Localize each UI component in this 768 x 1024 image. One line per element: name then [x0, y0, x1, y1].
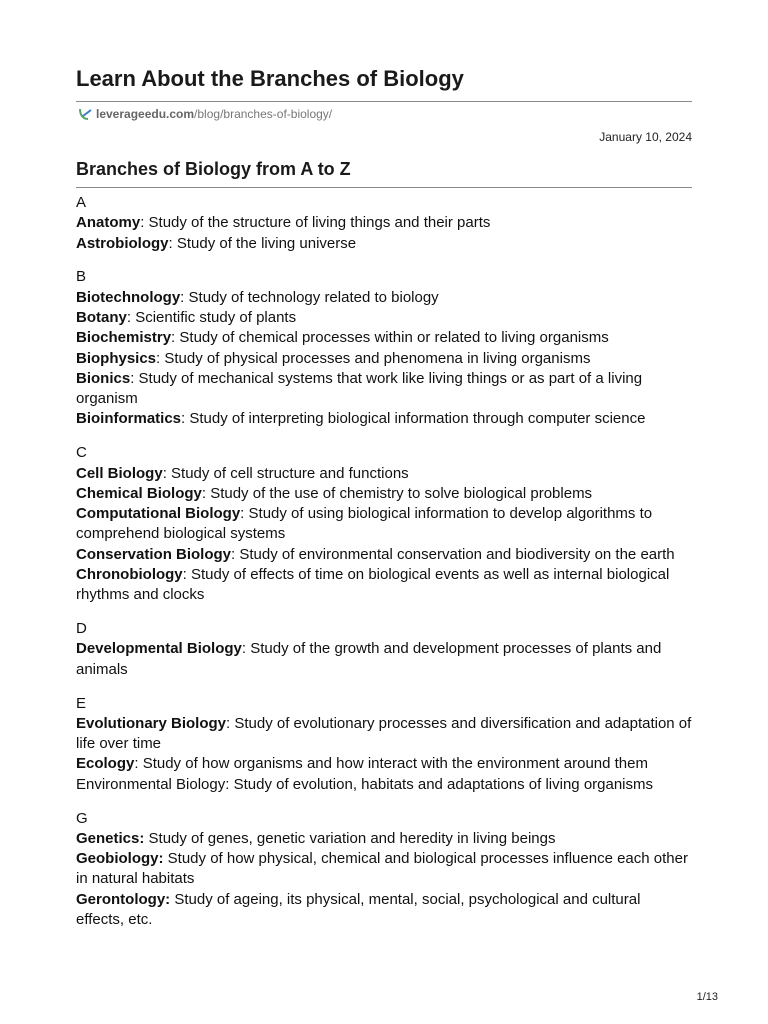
term-separator: :	[126, 308, 136, 326]
branch-term: Evolutionary Biology	[76, 714, 227, 732]
term-separator: :	[226, 714, 235, 732]
branch-entry	[76, 639, 692, 680]
term-separator: :	[180, 288, 189, 306]
letter-section	[76, 443, 692, 605]
section-letter: D	[76, 620, 87, 638]
branch-entry	[76, 484, 692, 504]
branch-entry	[76, 890, 692, 931]
branch-description: Study of using biological information to develop algorithms to comprehend biological systems	[76, 505, 653, 543]
branch-entry	[76, 464, 692, 484]
branch-description: Study of interpreting biological information through computer science	[189, 410, 646, 428]
leaf-link-icon	[78, 107, 92, 121]
publish-date: January 10, 2024	[599, 130, 692, 144]
section-letter: G	[76, 809, 88, 827]
branch-term: Bioinformatics	[76, 410, 182, 428]
term-separator: :	[134, 755, 143, 773]
url-domain[interactable]: leverageedu.com	[96, 107, 195, 121]
branch-description: Study of chemical processes within or related to living organisms	[179, 329, 609, 347]
branch-term: Bionics	[76, 369, 131, 387]
branch-entry	[76, 308, 692, 328]
term-separator: :	[162, 464, 172, 482]
branch-term: Biotechnology	[76, 288, 181, 306]
branch-term: Chemical Biology	[76, 484, 202, 502]
term-separator: :	[182, 566, 191, 584]
branch-term: Developmental Biology	[76, 640, 242, 658]
section-letter: A	[76, 194, 87, 211]
term-separator: :	[201, 484, 211, 502]
term-separator: :	[241, 640, 251, 658]
branch-description: Environmental Biology: Study of evolution, habitats and adaptations of living organisms	[76, 775, 654, 793]
branch-entry	[76, 213, 692, 233]
branch-term: Genetics:	[76, 829, 145, 847]
branch-description: Study of the living universe	[176, 234, 357, 252]
section-letter: B	[76, 268, 87, 286]
branch-description: Study of physical processes and phenomena in living organisms	[164, 349, 591, 367]
url-path[interactable]: /blog/branches-of-biology/	[194, 107, 333, 121]
branch-description: Study of evolutionary processes and diversification and adaptation of life over time	[76, 714, 692, 753]
letter-section	[76, 694, 692, 795]
term-separator: :	[171, 329, 180, 347]
branch-term: Ecology	[76, 755, 135, 773]
branch-description: Study of mechanical systems that work like living things or as part of a living organism	[76, 369, 643, 408]
branch-term: Conservation Biology	[76, 545, 232, 563]
branch-term: Cell Biology	[76, 464, 163, 482]
term-separator: :	[231, 545, 240, 563]
page-title: Learn About the Branches of Biology	[76, 66, 464, 91]
title-divider	[76, 101, 692, 102]
section-letter: C	[76, 444, 87, 462]
branch-description: Study of technology related to biology	[188, 288, 439, 306]
branch-entry	[76, 349, 692, 369]
branch-description: Study of the use of chemistry to solve biological problems	[210, 484, 593, 502]
term-separator: :	[240, 505, 249, 523]
page-number: 1/13	[696, 991, 718, 1003]
section-letter: E	[76, 694, 87, 712]
branch-term: Astrobiology	[76, 234, 169, 252]
letter-section	[76, 193, 692, 254]
source-url[interactable]	[78, 107, 332, 121]
term-separator: :	[168, 234, 177, 252]
branch-term: Biophysics	[76, 349, 157, 367]
branch-description: Study of how organisms and how interact with the environment around them	[142, 755, 648, 773]
branch-entry	[76, 504, 692, 545]
branch-description: Study of genes, genetic variation and heredity in living beings	[148, 829, 556, 847]
branch-term: Computational Biology	[76, 505, 241, 523]
branch-description: Study of ageing, its physical, mental, social, psychological and cultural effects, etc.	[76, 890, 641, 928]
branch-description: Study of effects of time on biological events as well as internal biological rhythms and clocks	[76, 566, 670, 604]
letter-section	[76, 809, 692, 931]
branch-entry	[76, 714, 692, 755]
branch-term: Anatomy	[76, 214, 141, 232]
letter-section	[76, 267, 692, 429]
branch-entry	[76, 369, 692, 410]
branch-entry	[76, 775, 692, 795]
branches-list	[76, 193, 692, 944]
branch-term: Geobiology:	[76, 850, 164, 868]
section-heading: Branches of Biology from A to Z	[76, 159, 351, 179]
branch-entry	[76, 288, 692, 308]
term-separator: :	[181, 410, 190, 428]
branch-entry	[76, 829, 692, 849]
term-separator: :	[156, 349, 165, 367]
branch-entry	[76, 754, 692, 774]
branch-description: Study of the growth and development processes of plants and animals	[76, 640, 662, 678]
branch-entry	[76, 565, 692, 606]
branch-term: Chronobiology	[76, 566, 183, 584]
branch-description: Scientific study of plants	[135, 308, 297, 326]
branch-term: Biochemistry	[76, 329, 172, 347]
branch-term: Botany	[76, 308, 127, 326]
branch-description: Study of the structure of living things and their parts	[148, 214, 491, 232]
branch-description: Study of cell structure and functions	[171, 464, 409, 482]
branch-entry	[76, 849, 692, 890]
branch-entry	[76, 409, 692, 429]
branch-entry	[76, 234, 692, 254]
branch-entry	[76, 545, 692, 565]
branch-description: Study of environmental conservation and biodiversity on the earth	[239, 545, 675, 563]
term-separator: :	[140, 214, 149, 232]
term-separator: :	[130, 369, 139, 387]
branch-description: Study of how physical, chemical and biological processes influence each other in natural habitats	[76, 850, 688, 888]
branch-term: Gerontology:	[76, 890, 171, 908]
branch-entry	[76, 328, 692, 348]
heading-divider	[76, 187, 692, 188]
letter-section	[76, 619, 692, 680]
